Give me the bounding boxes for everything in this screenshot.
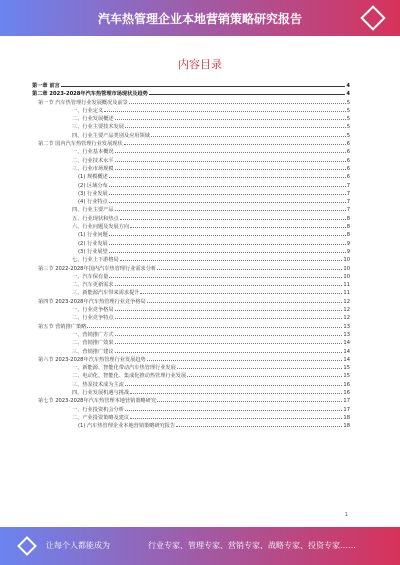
toc-entry-label: 第一节 汽车热管理行业发展概况及前景 [38, 99, 128, 106]
toc-entry[interactable] [32, 198, 350, 206]
toc-entry[interactable] [32, 240, 350, 248]
toc-leader-dots [104, 107, 346, 112]
toc-leader-dots [115, 331, 343, 336]
toc-leader-dots [125, 381, 343, 386]
toc-entry-page: 6 [346, 174, 350, 181]
toc-leader-dots [177, 364, 343, 369]
toc-entry-label: 六、行业问题及发展方向 [72, 224, 130, 231]
toc-entry-page: 6 [346, 141, 350, 148]
toc-entry-label: (3) 行业展望 [78, 248, 108, 255]
footer-slogan: 让每个人都能成为 [46, 541, 110, 550]
toc-entry-label: 三、行业市场规模 [72, 165, 114, 172]
toc-leader-dots [130, 414, 342, 419]
toc-entry[interactable] [32, 331, 350, 339]
toc-entry-page: 12 [343, 307, 350, 314]
toc-entry-label: 第七节 2023-2028年汽车热管理本地营销策略研究 [38, 398, 157, 405]
toc-entry-label: (4) 行业特点 [78, 199, 108, 206]
toc-leader-dots [109, 231, 346, 236]
toc-entry-page: 9 [346, 248, 350, 255]
toc-leader-dots [147, 298, 343, 303]
toc-leader-dots [124, 140, 346, 145]
toc-entry[interactable] [32, 140, 350, 148]
toc-leader-dots [147, 356, 343, 361]
page-number: 1 [344, 512, 348, 518]
toc-entry[interactable] [32, 90, 350, 98]
toc-entry-label: 一、行业定义 [72, 107, 104, 114]
toc-entry-page: 18 [343, 423, 350, 430]
header-bar [0, 0, 400, 36]
toc-entry-page: 5 [346, 107, 350, 114]
toc-entry-page: 9 [346, 240, 350, 247]
toc-entry[interactable] [32, 356, 350, 364]
toc-entry-label: 二、营销推广效果 [72, 340, 114, 347]
toc-entry[interactable] [32, 123, 350, 131]
toc-entry[interactable] [32, 381, 350, 389]
toc-entry[interactable] [32, 372, 350, 380]
toc-leader-dots [130, 389, 342, 394]
toc-entry-page: 16 [343, 381, 350, 388]
toc-leader-dots [61, 82, 346, 87]
toc-heading: 内容目录 [178, 58, 222, 71]
toc-entry-label: 三、新能源汽车带来需求提升 [72, 290, 140, 297]
toc-entry-label: 一、行业投资机会分析 [72, 406, 124, 413]
toc-entry-page: 12 [343, 315, 350, 322]
toc-entry[interactable] [32, 157, 350, 165]
toc-entry[interactable] [32, 389, 350, 397]
toc-entry-page: 5 [346, 124, 350, 131]
toc-entry[interactable] [32, 132, 350, 140]
toc-entry-label: 四、行业主要产品类别及应用领域 [72, 132, 150, 139]
toc-entry[interactable] [32, 231, 350, 239]
toc-entry-label: 一、行业基本概况 [72, 149, 114, 156]
toc-entry-page: 7 [346, 190, 350, 197]
toc-entry-label: 第二章 2023-2028年汽车热管理市场现状及趋势 [32, 91, 148, 98]
toc-entry[interactable] [32, 107, 350, 115]
toc-entry-page: 8 [346, 224, 350, 231]
toc-entry[interactable] [32, 265, 350, 273]
toc-entry-label: 一、汽车保有量 [72, 273, 109, 280]
toc-entry[interactable] [32, 99, 350, 107]
toc-entry-page: 5 [346, 132, 350, 139]
toc-entry-label: (1) 规模概述 [78, 174, 108, 181]
toc-leader-dots [115, 157, 346, 162]
toc-entry-label: (2) 区域分布 [78, 182, 108, 189]
toc-entry[interactable] [32, 323, 350, 331]
toc-entry[interactable] [32, 115, 350, 123]
toc-leader-dots [130, 223, 346, 228]
toc-leader-dots [115, 165, 346, 170]
toc-leader-dots [129, 99, 346, 104]
toc-entry-label: 四、行业主要产品 [72, 207, 114, 214]
toc-entry-page: 10 [343, 257, 350, 264]
toc-leader-dots [115, 115, 346, 120]
toc-entry-page: 11 [343, 290, 350, 297]
toc-entry-label: 二、产业投资策略及建议 [72, 414, 130, 421]
toc-entry-page: 8 [346, 232, 350, 239]
toc-leader-dots [115, 314, 343, 319]
toc-leader-dots [115, 339, 343, 344]
toc-entry-page: 13 [343, 323, 350, 330]
footer-slogan-detail: 行业专家、管理专家、营销专家、战略专家、投资专家…… [148, 541, 356, 550]
toc-entry[interactable] [32, 206, 350, 214]
toc-entry-label: (1) 行业问题 [78, 232, 108, 239]
toc-entry-page: 16 [343, 389, 350, 396]
toc-entry-label: (1) 汽车热管理企业本地营销策略研究报告 [78, 423, 176, 430]
toc-entry-label: 第三节 2022-2028年国内汽车热管理行业需求分析 [38, 265, 157, 272]
toc-leader-dots [120, 256, 343, 261]
toc-entry-page: 4 [346, 91, 350, 98]
toc-leader-dots [140, 289, 342, 294]
toc-entry-label: 第二节 国内汽车热管理行业发展现状 [38, 141, 123, 148]
toc-entry-page: 8 [346, 215, 350, 222]
toc-entry[interactable] [32, 289, 350, 297]
toc-entry-page: 14 [343, 340, 350, 347]
toc-leader-dots [125, 123, 346, 128]
toc-entry-label: 四、行业发展机遇与挑战 [72, 389, 130, 396]
toc-leader-dots [157, 397, 342, 402]
toc-entry-page: 5 [346, 116, 350, 123]
toc-leader-dots [157, 265, 342, 270]
toc-entry[interactable] [32, 314, 350, 322]
toc-entry-page: 6 [346, 149, 350, 156]
toc-leader-dots [176, 422, 342, 427]
toc-entry-label: 第四节 2023-2028年汽车热管理行业竞争格局 [38, 298, 146, 305]
toc-entry[interactable] [32, 82, 350, 90]
toc-entry-page: 12 [343, 298, 350, 305]
toc-entry-page: 14 [343, 348, 350, 355]
toc-leader-dots [115, 306, 343, 311]
toc-entry[interactable] [32, 281, 350, 289]
toc-entry-page: 11 [343, 282, 350, 289]
toc-entry[interactable] [32, 256, 350, 264]
toc-entry-label: 第一章 前言 [32, 83, 60, 89]
toc-entry-label: 二、行业发展概述 [72, 116, 114, 123]
toc-entry-label: 七、行业上下游格局 [72, 257, 119, 264]
toc-entry-page: 15 [343, 373, 350, 380]
toc-entry[interactable] [32, 148, 350, 156]
toc-entry-label: 二、汽车更新需求 [72, 282, 114, 289]
toc-leader-dots [120, 215, 346, 220]
toc-entry[interactable] [32, 248, 350, 256]
toc-entry-label: 一、营销推广方式 [72, 331, 114, 338]
diamond-logo-icon [17, 536, 37, 556]
toc-entry-page: 18 [343, 414, 350, 421]
toc-entry-label: 一、新能源、智能化带动汽车热管理行业发展 [72, 365, 176, 372]
toc-leader-dots [115, 148, 346, 153]
toc-entry-label: 三、营销推广建议 [72, 348, 114, 355]
toc-entry-label: 二、电动化、智能化、集成化推动热管理行业发展 [72, 373, 187, 380]
toc-leader-dots [109, 182, 346, 187]
toc-entry-page: 17 [343, 406, 350, 413]
toc-entry-page: 7 [346, 199, 350, 206]
toc-entry[interactable] [32, 173, 350, 181]
toc-entry[interactable] [32, 339, 350, 347]
toc-entry-page: 6 [346, 165, 350, 172]
table-of-contents [32, 82, 350, 430]
toc-leader-dots [187, 372, 342, 377]
toc-leader-dots [109, 273, 342, 278]
toc-entry-page: 15 [343, 365, 350, 372]
toc-entry-page: 6 [346, 157, 350, 164]
toc-entry[interactable] [32, 306, 350, 314]
toc-entry[interactable] [32, 273, 350, 281]
toc-entry-label: 三、行业主要技术发展 [72, 124, 124, 131]
toc-entry[interactable] [32, 298, 350, 306]
toc-entry-page: 7 [346, 182, 350, 189]
toc-leader-dots [109, 240, 346, 245]
toc-entry[interactable] [32, 364, 350, 372]
toc-leader-dots [109, 248, 346, 253]
toc-entry-page: 10 [343, 273, 350, 280]
toc-leader-dots [151, 132, 346, 137]
toc-leader-dots [149, 90, 346, 95]
toc-leader-dots [109, 173, 346, 178]
toc-entry[interactable] [32, 406, 350, 414]
toc-entry[interactable] [32, 397, 350, 405]
toc-entry-page: 10 [343, 265, 350, 272]
toc-entry-label: 五、行业现状和热点 [72, 215, 119, 222]
toc-entry[interactable] [32, 414, 350, 422]
toc-entry[interactable] [32, 348, 350, 356]
toc-leader-dots [115, 206, 346, 211]
toc-leader-dots [109, 190, 346, 195]
toc-leader-dots [109, 198, 346, 203]
toc-entry-label: 第六节 2023-2028年汽车热管理行业发展趋势 [38, 356, 146, 363]
toc-entry-label: 二、行业竞争特点 [72, 315, 114, 322]
toc-entry[interactable] [32, 215, 350, 223]
toc-entry-page: 14 [343, 356, 350, 363]
toc-leader-dots [115, 348, 343, 353]
toc-entry-label: 三、热泵技术成为主流 [72, 381, 124, 388]
toc-entry-page: 7 [346, 207, 350, 214]
toc-entry-page: 4 [346, 83, 350, 89]
toc-entry[interactable] [32, 182, 350, 190]
footer-bar [0, 527, 400, 565]
toc-entry-page: 13 [343, 331, 350, 338]
toc-entry[interactable] [32, 223, 350, 231]
report-title: 汽车热管理企业本地营销策略研究报告 [97, 12, 302, 26]
toc-entry-label: 二、行业技术水平 [72, 157, 114, 164]
toc-leader-dots [125, 406, 343, 411]
toc-entry[interactable] [32, 190, 350, 198]
toc-leader-dots [115, 281, 343, 286]
toc-entry[interactable] [32, 165, 350, 173]
toc-entry-page: 17 [343, 398, 350, 405]
toc-leader-dots [87, 323, 342, 328]
toc-entry-label: 一、行业竞争格局 [72, 307, 114, 314]
toc-entry-label: (2) 行业发展 [78, 240, 108, 247]
toc-entry-label: 第五节 营销推广策略 [38, 323, 87, 330]
toc-entry[interactable] [32, 422, 350, 430]
toc-entry-label: (3) 行业发展 [78, 190, 108, 197]
toc-entry-page: 5 [346, 99, 350, 106]
